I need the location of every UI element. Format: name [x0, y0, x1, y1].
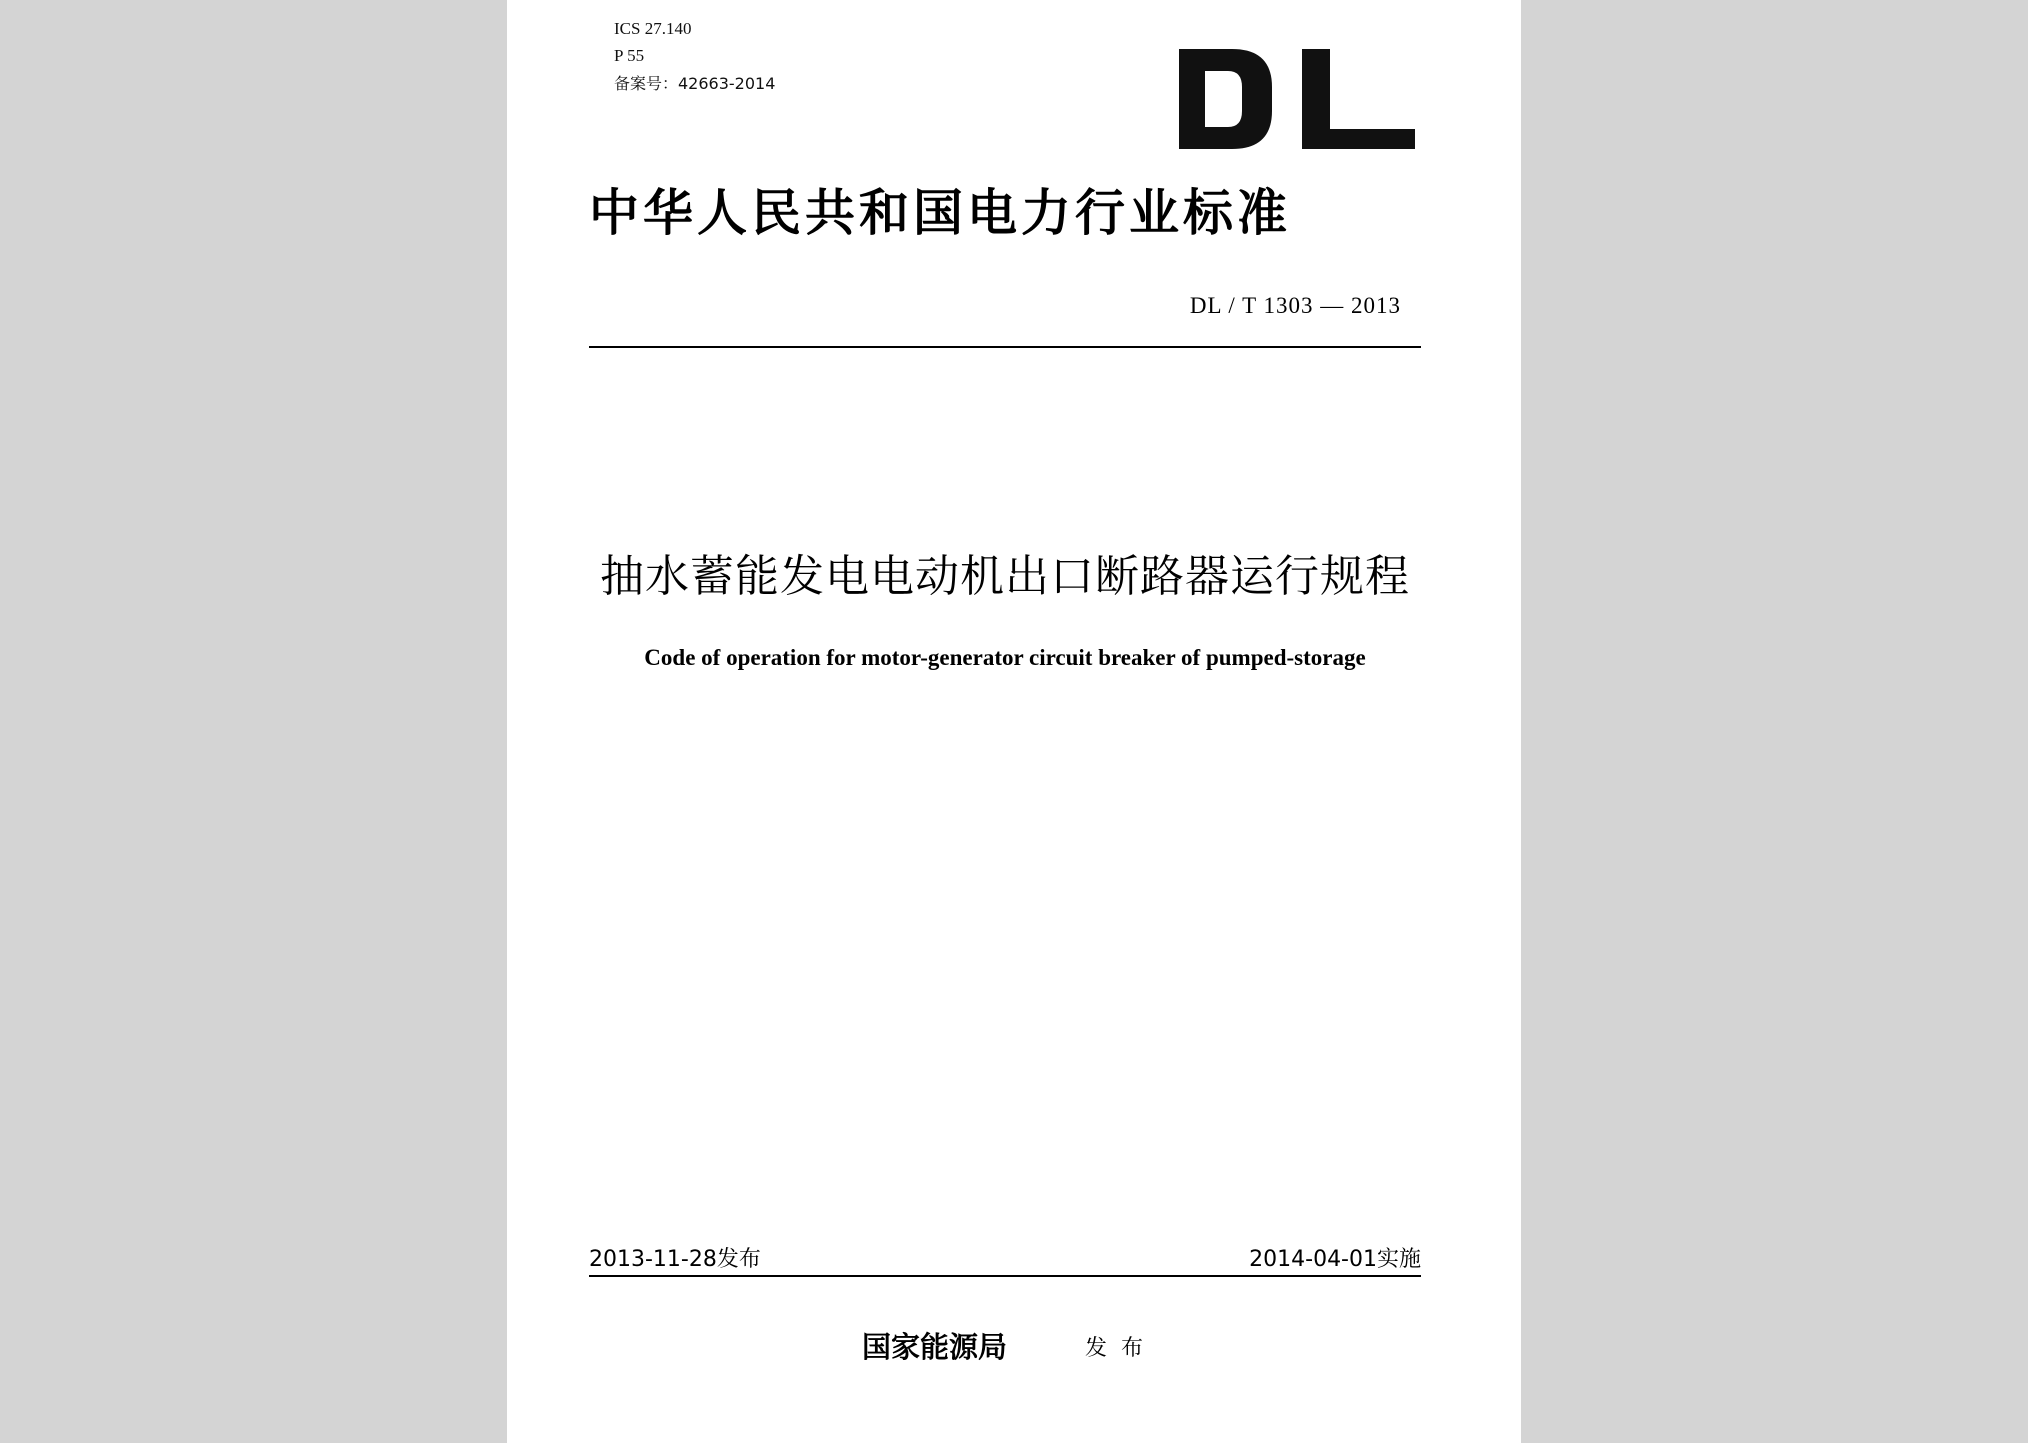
effective-date: 2014-04-01实施 — [1249, 1247, 1421, 1272]
issue-label: 发布 — [1085, 1336, 1158, 1361]
chinese-title: 抽水蓄能发电电动机出口断路器运行规程 — [600, 551, 1410, 602]
ics-code: ICS 27.140 — [614, 19, 692, 38]
english-title: Code of operation for motor-generator circuit breaker of pumped-storage — [644, 645, 1366, 670]
footer-divider — [589, 1275, 1421, 1277]
publisher-name: 国家能源局 — [862, 1330, 1008, 1364]
standard-number: DL / T 1303 — 2013 — [1189, 293, 1401, 318]
dl-logo — [1172, 47, 1422, 151]
document-page — [507, 0, 1521, 1443]
main-title: 中华人民共和国电力行业标准 — [589, 183, 1291, 242]
ccs-code: P 55 — [614, 46, 645, 65]
issue-date: 2013-11-28发布 — [589, 1247, 761, 1272]
header-divider — [589, 346, 1421, 348]
record-number: 备案号：42663-2014 — [614, 74, 776, 93]
